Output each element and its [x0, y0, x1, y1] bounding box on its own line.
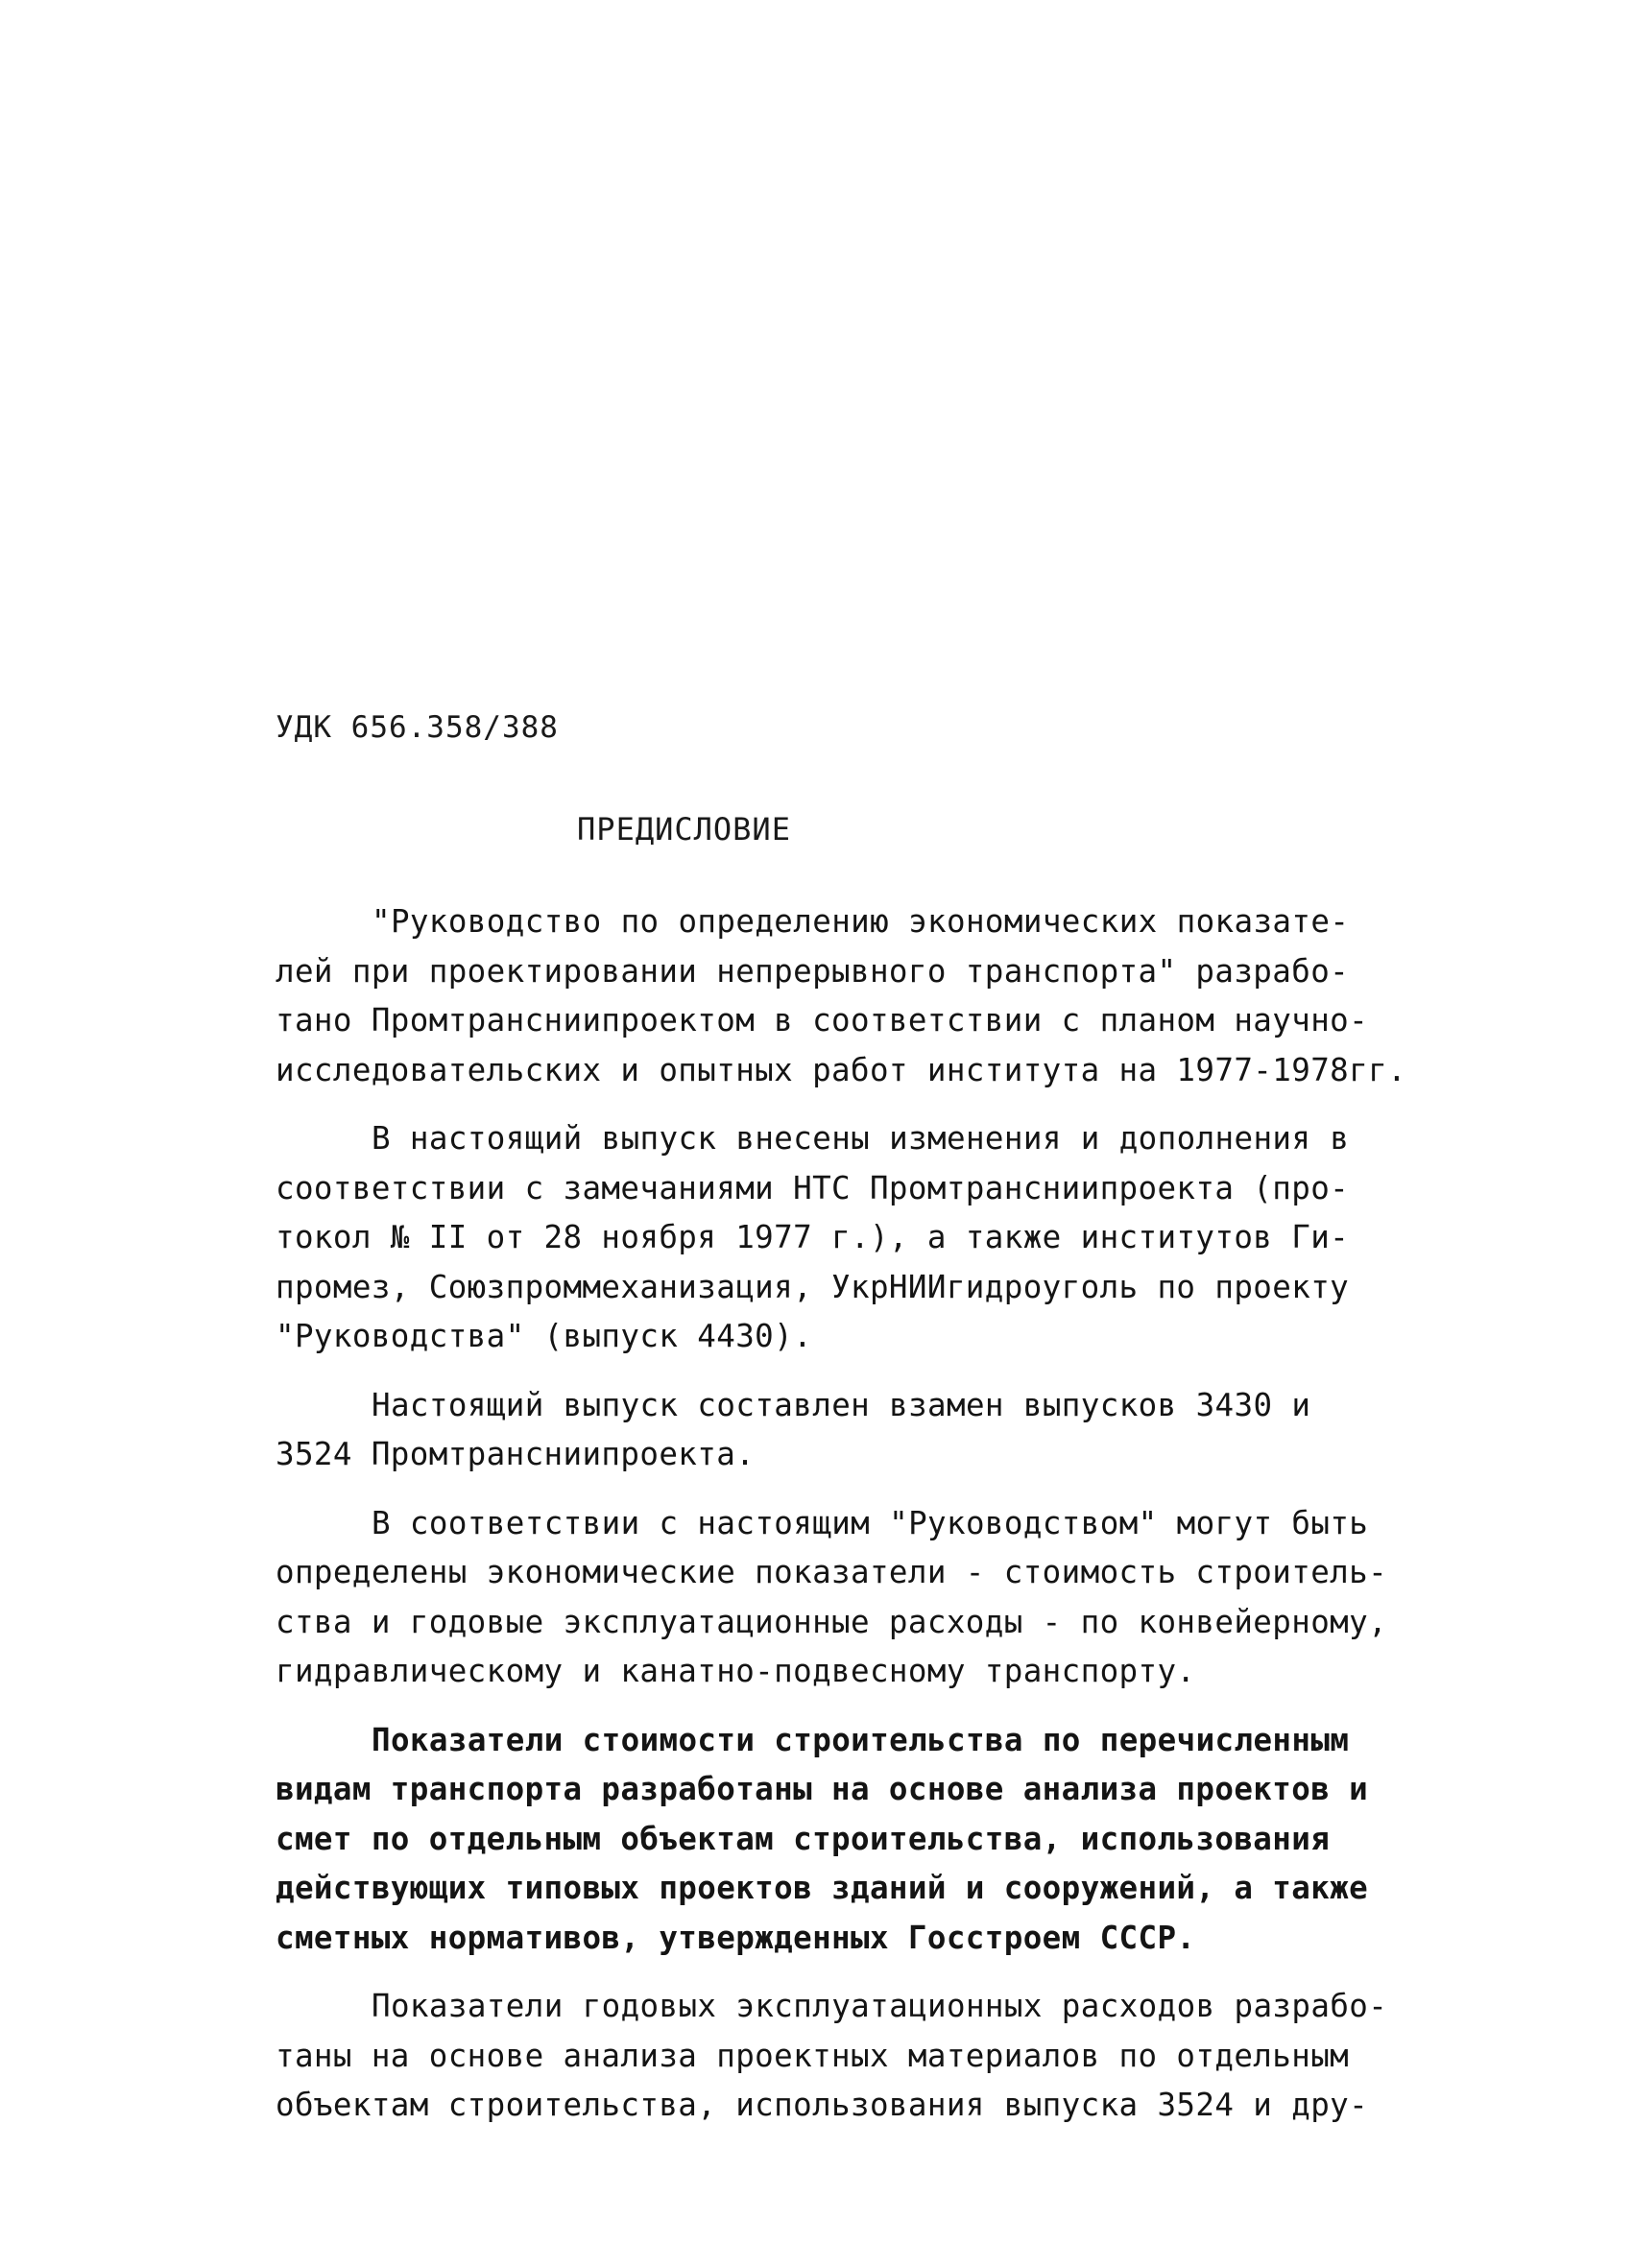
- text-line: гидравлическому и канатно-подвесному транспорту.: [276, 1653, 1196, 1689]
- preface-body: [276, 897, 1408, 2150]
- paragraph-3: [276, 1381, 1408, 1480]
- text-line: смет по отдельным объектам строительства, использования: [276, 1820, 1331, 1857]
- text-line: объектам строительства, использования выпуска 3524 и дру-: [276, 2087, 1369, 2123]
- text-line: лей при проектировании непрерывного транспорта" разрабо-: [276, 952, 1350, 990]
- text-line: "Руководство по определению экономических показате-: [372, 903, 1350, 940]
- text-line: Показатели годовых эксплуатационных расходов разрабо-: [372, 1988, 1388, 2024]
- paragraph-2: [276, 1114, 1408, 1362]
- text-line: 3524 Промтрансниипроекта.: [276, 1436, 756, 1472]
- text-line: токол № II от 28 ноября 1977 г.), а также институтов Ги-: [276, 1219, 1350, 1255]
- text-line: действующих типовых проектов зданий и сооружений, а также: [276, 1870, 1369, 1906]
- text-line: сметных нормативов, утвержденных Госстроем СССР.: [276, 1919, 1196, 1956]
- text-line: "Руководства" (выпуск 4430).: [276, 1318, 813, 1354]
- text-line: ства и годовые эксплуатационные расходы - по конвейерному,: [276, 1603, 1388, 1640]
- paragraph-5: [276, 1716, 1408, 1964]
- text-line: видам транспорта разработаны на основе анализа проектов и: [276, 1771, 1369, 1807]
- text-line: промез, Союзпроммеханизация, УкрНИИгидроуголь по проекту: [276, 1268, 1350, 1305]
- text-line: В соответствии с настоящим "Руководством" могут быть: [372, 1504, 1369, 1541]
- text-line: тано Промтрансниипроектом в соответствии с планом научно-: [276, 1002, 1369, 1039]
- page-title: ПРЕДИСЛОВИЕ: [577, 811, 791, 848]
- text-line: Настоящий выпуск составлен взамен выпусков 3430 и: [372, 1386, 1311, 1423]
- text-line: В настоящий выпуск внесены изменения и дополнения в: [372, 1120, 1350, 1157]
- text-line: таны на основе анализа проектных материалов по отдельным: [276, 2037, 1350, 2074]
- paragraph-6: [276, 1982, 1408, 2131]
- udc-code: УДК 656.358/388: [276, 710, 559, 745]
- text-line: Показатели стоимости строительства по перечисленным: [372, 1721, 1350, 1758]
- text-line: определены экономические показатели - стоимость строитель-: [276, 1554, 1388, 1590]
- paragraph-1: [276, 897, 1408, 1095]
- paragraph-4: [276, 1499, 1408, 1697]
- text-line: исследовательских и опытных работ института на 1977-1978гг.: [276, 1051, 1407, 1088]
- text-line: соответствии с замечаниями НТС Промтрансниипроекта (про-: [276, 1169, 1350, 1206]
